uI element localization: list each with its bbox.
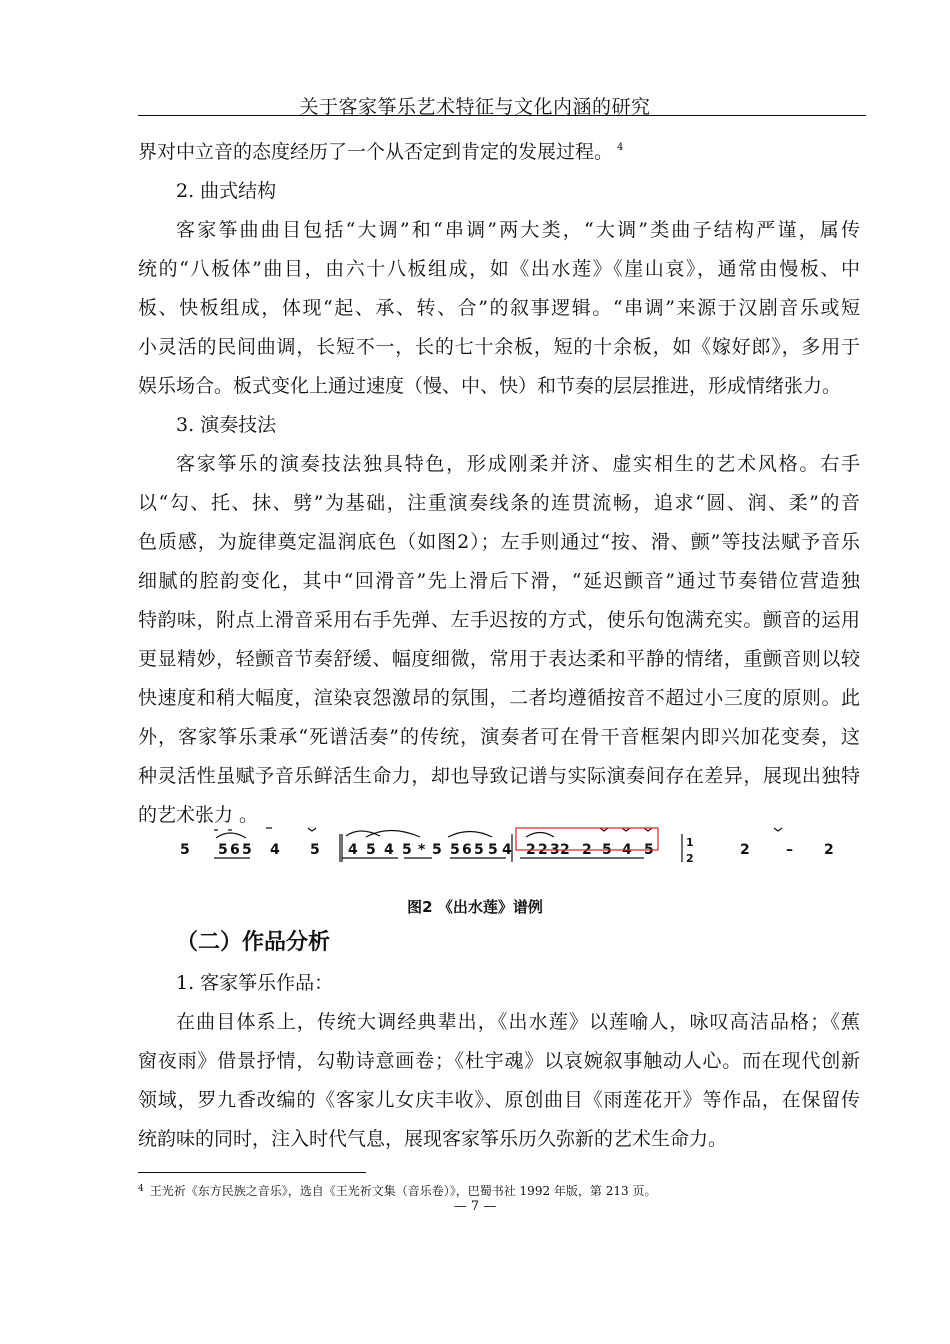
notation-note: 5 — [402, 842, 412, 858]
body-line: 以“勾、托、抹、劈”为基础，注重演奏线条的连贯流畅，追求“圆、润、柔”的音 — [138, 492, 860, 514]
section-heading: （二）作品分析 — [176, 930, 331, 955]
notation-note: 5 — [242, 842, 252, 858]
body-line: 窗夜雨》借景抒情，勾勒诗意画卷；《杜宇魂》以哀婉叙事触动人心。而在现代创新 — [138, 1050, 860, 1072]
body-line: 外，客家筝乐秉承“死谱活奏”的传统，演奏者可在骨干音框架内即兴加花变奏，这 — [138, 726, 860, 748]
header-rule — [138, 115, 866, 116]
notation-note: 2 — [560, 842, 570, 858]
subheading-technique: 3. 演奏技法 — [176, 414, 277, 436]
body-line: 特韵味，附点上滑音采用右手先弹、左手迟按的方式，使乐句饱满充实。颤音的运用 — [138, 609, 860, 631]
notation-note: 2 — [740, 842, 750, 858]
footnote-number: 4 — [138, 1184, 144, 1194]
notation-note: 6 — [462, 842, 472, 858]
notation-note: 3 — [550, 842, 560, 858]
body-line: 种灵活性虽赋予音乐鲜活生命力，却也导致记谱与实际演奏间存在差异，展现出独特 — [138, 765, 860, 787]
body-line: 板、快板组成，体现“起、承、转、合”的叙事逻辑。“串调”来源于汉剧音乐或短 — [138, 297, 860, 319]
body-line: 细腻的腔韵变化，其中“回滑音”先上滑后下滑，“延迟颤音”通过节奏错位营造独 — [138, 570, 860, 592]
body-line: 统的“八板体”曲目，由六十八板组成，如《出水莲》《崖山哀》，通常由慢板、中 — [138, 258, 860, 280]
body-line: 客家筝乐的演奏技法独具特色，形成刚柔并济、虚实相生的艺术风格。右手 — [176, 453, 860, 475]
body-line: 统韵味的同时，注入时代气息，展现客家筝乐历久弥新的艺术生命力。 — [138, 1128, 728, 1150]
notation-note: 2 — [526, 842, 536, 858]
body-line: 色质感，为旋律奠定温润底色（如图2）；左手则通过“按、滑、颤”等技法赋予音乐 — [138, 531, 860, 553]
body-line: 快速度和稍大幅度，渲染哀怨激昂的氛围，二者均遵循按音不超过小三度的原则。此 — [138, 687, 860, 709]
notation-note: 5 — [180, 842, 190, 858]
footnote-rule — [138, 1172, 366, 1173]
footnote-text: 王光祈《东方民族之音乐》，选自《王光祈文集（音乐卷）》，巴蜀书社 1992 年版，第 213 页。 — [149, 1184, 657, 1198]
footnote-ref[interactable]: 4 — [617, 142, 624, 153]
notation-note: 2 — [824, 842, 834, 858]
running-header-title: 关于客家筝乐艺术特征与文化内涵的研究 — [299, 96, 651, 118]
body-line: 娱乐场合。板式变化上通过速度（慢、中、快）和节奏的层层推进，形成情绪张力。 — [138, 375, 842, 397]
notation-note: * — [418, 842, 426, 858]
notation-marks — [214, 828, 782, 862]
notation-note: 5 — [450, 842, 460, 858]
notation-note: 4 — [622, 842, 632, 858]
notation-note: 5 — [366, 842, 376, 858]
body-line — [138, 139, 860, 165]
notation-note: 4 — [384, 842, 394, 858]
subheading-structure: 2. 曲式结构 — [176, 180, 277, 202]
notation-note: 4 — [502, 842, 512, 858]
notation-note: 5 — [310, 842, 320, 858]
figure-caption: 图2 《出水莲》谱例 — [407, 898, 543, 916]
body-line: 客家筝曲曲目包括“大调”和“串调”两大类，“大调”类曲子结构严谨，属传 — [176, 219, 860, 241]
notation-note: 6 — [230, 842, 240, 858]
notation-note: 5 — [644, 842, 654, 858]
notation-note: 1 — [686, 836, 694, 849]
notation-note: 5 — [432, 842, 442, 858]
body-line: 的艺术张力 。 — [138, 804, 259, 826]
notation-note: 4 — [270, 842, 280, 858]
notation-note: 2 — [538, 842, 548, 858]
notation-note: 4 — [348, 842, 358, 858]
notation-note: – — [786, 842, 793, 858]
notation-note: 5 — [602, 842, 612, 858]
notation-note: 5 — [474, 842, 484, 858]
body-line: 在曲目体系上，传统大调经典辈出，《出水莲》以莲喻人，咏叹高洁品格；《蕉 — [176, 1011, 860, 1033]
notation-note: 2 — [686, 852, 694, 865]
notation-notes — [180, 836, 834, 865]
notation-figure — [170, 822, 834, 874]
body-line: 领域，罗九香改编的《客家儿女庆丰收》、原创曲目《雨莲花开》等作品，在保留传 — [138, 1089, 860, 1111]
notation-note: 5 — [488, 842, 498, 858]
notation-note: 5 — [218, 842, 228, 858]
page-number: — 7 — — [453, 1199, 497, 1214]
continuation-text: 界对中立音的态度经历了一个从否定到肯定的发展过程。 — [138, 141, 614, 163]
body-line: 更显精妙，轻颤音节奏舒缓、幅度细微，常用于表达柔和平静的情绪，重颤音则以较 — [138, 648, 860, 670]
subheading-works: 1. 客家筝乐作品： — [176, 972, 334, 994]
notation-note: 2 — [582, 842, 592, 858]
body-line: 小灵活的民间曲调，长短不一，长的七十余板，短的十余板，如《嫁好郎》，多用于 — [138, 336, 860, 358]
